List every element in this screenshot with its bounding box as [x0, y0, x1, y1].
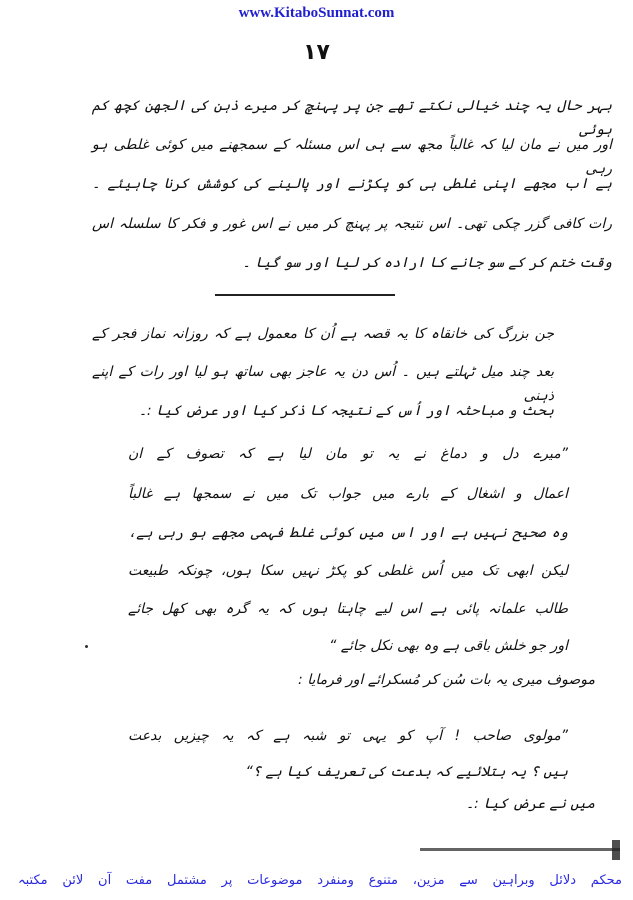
section-divider — [215, 294, 395, 296]
page-number: ۱۷ — [303, 40, 330, 65]
quote-line: طالب علمانہ پائی ہے اس لیے چاہتا ہوں کہ یہ گرہ بھی کھل جائے — [128, 601, 568, 617]
paragraph1-line: اور میں نے مان لیا کہ غالباً مجھ سے ہی اس مسئلہ کے سمجھنے میں کوئی غلطی ہو رہی — [92, 137, 612, 177]
paragraph2-line: بعد چند میل ٹہلتے ہیں ۔ اُس دن یہ عاجز بھی ساتھ ہو لیا اور رات کے اپنے ذہنی — [92, 364, 554, 404]
quote-line: وہ صحیح نہیں ہے اور اس میں کوئی غلط فہمی مجھے ہو رہی ہے، — [128, 525, 568, 541]
quote-line: اور جو خلش باقی ہے وہ بھی نکل جائے “ — [329, 638, 568, 654]
narration-line: موصوف میری یہ بات سُن کر مُسکرائے اور فرمایا : — [298, 672, 595, 688]
site-url-link[interactable]: www.KitaboSunnat.com — [238, 5, 395, 21]
paragraph1-line: بہر حال یہ چند خیالی نکتے تھے جن پر پہنچ کر میرے ذہن کی الجھن کچھ کم ہوئی — [92, 98, 612, 138]
scan-smudge — [612, 840, 620, 860]
closing-line: میں نے عرض کیا :۔ — [465, 796, 595, 812]
quote2-line: ”مولوی صاحب ! آپ کو یہی تو شبہ ہے کہ یہ چیزیں بدعت — [128, 728, 568, 744]
quote-line: اعمال و اشغال کے بارے میں جواب تک میں نے سمجھا ہے غالباً — [128, 486, 568, 502]
scan-smudge — [420, 848, 620, 851]
paragraph1-line: ہے اب مجھے اپنی غلطی ہی کو پکڑنے اور پالینے کی کوشش کرنا چاہیئے ۔ — [92, 176, 612, 192]
scan-speck — [85, 645, 88, 648]
paragraph1-line: وقت ختم کر کے سو جانے کا ارادہ کر لیا اور سو گیا ۔ — [242, 255, 612, 271]
quote-line: ”میرے دل و دماغ نے یہ تو مان لیا ہے کہ تصوف کے ان — [128, 446, 568, 462]
paragraph2-line: جن بزرگ کی خانقاہ کا یہ قصہ ہے اُن کا معمول ہے کہ روزانہ نماز فجر کے — [92, 326, 554, 342]
quote2-line: ہیں ؟ یہ بتلائیے کہ بدعت کی تعریف کیا ہے ؟“ — [245, 764, 568, 780]
paragraph2-line: بحث و مباحثہ اور اُس کے نتیجہ کا ذکر کیا اور عرض کیا :۔ — [138, 403, 554, 419]
paragraph1-line: رات کافی گزر چکی تھی۔ اس نتیجہ پر پہنچ کر میں نے اس غور و فکر کا سلسلہ اس — [92, 216, 612, 232]
quote-line: لیکن ابھی تک میں اُس غلطی کو پکڑ نہیں سکا ہوں، چونکہ طبیعت — [128, 563, 568, 579]
footer-tagline: محکم دلائل وبراہین سے مزین، متنوع ومنفرد موضوعات پر مشتمل مفت آن لائن مکتبہ — [18, 873, 622, 888]
